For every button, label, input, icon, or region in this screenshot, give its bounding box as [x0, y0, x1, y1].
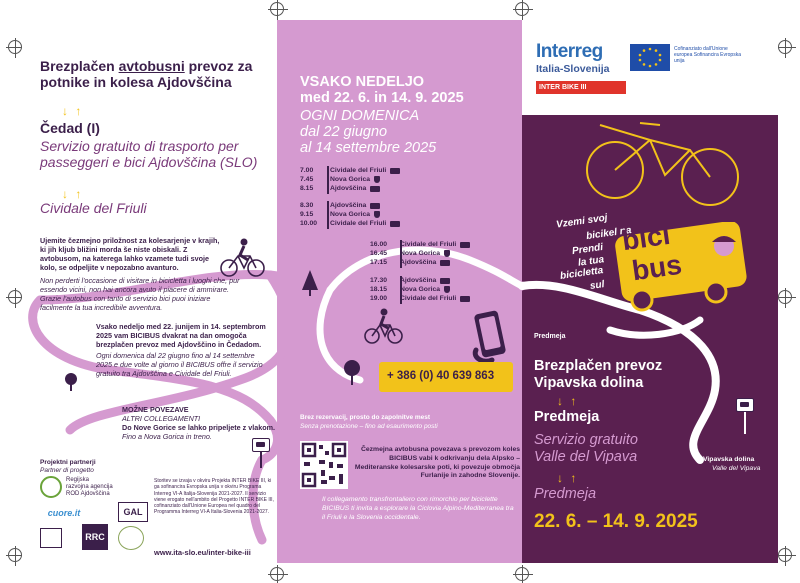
tree-icon: [342, 358, 362, 388]
rod-line: Regijska: [66, 477, 90, 483]
connections-text: Do Nove Gorice se lahko pripeljete z vlakom.: [122, 423, 275, 432]
stop-name: Cividale del Friuli: [400, 241, 457, 248]
partners-heading: Projektni partnerji: [40, 459, 96, 466]
departure-time: 8.15: [300, 185, 314, 192]
timetable-afternoon-return: [370, 276, 470, 303]
bus-stop-pole: [744, 412, 746, 434]
eu-cofunding-text: Cofinanziato dall'Unione europea Sofinancira Evropska unija: [674, 46, 741, 64]
rod-line: ROD Ajdovščina: [66, 491, 110, 497]
train-icon: [444, 286, 450, 293]
departure-time: 10.00: [300, 220, 318, 227]
timetable-morning-return: [300, 201, 400, 228]
departure-time: 8.30: [300, 202, 314, 209]
departure-time: 7.45: [300, 176, 314, 183]
title-underlined: avtobusni: [118, 58, 185, 74]
rrc-logo: RRC: [82, 524, 108, 550]
departure-time: 17.15: [370, 259, 388, 266]
stop-name: Cividale del Friuli: [330, 167, 387, 174]
inter-bike-badge: INTER BIKE III: [536, 81, 626, 94]
train-icon: [374, 211, 380, 218]
departure-time: 17.30: [370, 277, 388, 284]
bus-icon: [370, 186, 380, 192]
timetable-afternoon-out: [370, 240, 470, 267]
bus-icon: [460, 296, 470, 302]
stop-name: Cividale del Friuli: [330, 220, 387, 227]
partners-label: [40, 459, 96, 475]
stop-name: Nova Gorica: [400, 250, 441, 257]
destination-predmeja: Predmeja: [534, 409, 600, 425]
slogan-italian: bicicletta: [559, 265, 604, 282]
stop-name: Ajdovščina: [400, 259, 437, 266]
bus-stop-icon: [252, 438, 270, 452]
arrows-icon: ↓ ↑: [62, 104, 84, 118]
bicycle-illustration-icon: [560, 115, 760, 225]
municipality-crest-icon: [40, 528, 62, 548]
timetable-row: [370, 276, 470, 285]
slogan-slovenian: bicikel na: [585, 224, 633, 243]
interreg-program-name: Italia-Slovenija: [536, 63, 610, 75]
stop-name: Nova Gorica: [330, 176, 371, 183]
rod-line: razvojna agencija: [66, 484, 113, 490]
slogan-italian: la tua: [577, 254, 605, 269]
timetable-row: [300, 201, 400, 210]
stop-name: Cividale del Friuli: [400, 295, 457, 302]
bus-icon: [460, 242, 470, 248]
intro-italian: Non perderti l'occasione di visitare in bicicletta i luoghi che, pur essendo vicini, non hai ancora avuto il piacere di ammirare. Grazie l'autobus con tanto di servizio bici puoi iniziare facilmente la tua incredibile avventura.: [40, 276, 240, 312]
timetable-row: [370, 294, 470, 303]
cover-heading-italian: [534, 432, 638, 466]
bicibus-description: Čezmejna avtobusna povezava s prevozom koles BICIBUS vabi k odkrivanju dela Alpsko – Mediteranske kolesarske poti, ki povezuje območja Furlanije in zahodne Slovenije.: [354, 446, 520, 480]
train-icon: [374, 176, 380, 183]
map-label-vipava-italian: Valle del Vipava: [712, 465, 761, 472]
funding-note: Storitev se izvaja v okviru Projekta INTER BIKE III, ki ga sofinancira Evropska unija v okviru Programa Interreg VI-A Italija-Slovenija 2021-2027. Il servizio viene erogato nell'ambito del Progetto INTER BIKE III, cofinanziato dall'Unione Europea nel quadro del Programma Interreg VI-A Italia-Slovenia 2021-2027.: [154, 478, 274, 516]
cover-heading: [534, 358, 662, 392]
phone-icon: [470, 310, 510, 366]
heading-line: dal 22 giugno: [300, 124, 388, 140]
cyclist-icon: [364, 308, 404, 346]
rod-leaf-icon: [40, 476, 62, 498]
season-dates: 22. 6. – 14. 9. 2025: [534, 511, 698, 532]
title-text: prevoz za potnike in kolesa Ajdovščina: [40, 58, 253, 90]
destination-cividale: Cividale del Friuli: [40, 200, 147, 216]
cyclist-icon: [220, 238, 266, 278]
no-reservation-text-italian: Senza prenotazione – fino ad esaurimento posti: [300, 423, 438, 430]
departure-time: 16.45: [370, 250, 388, 257]
departure-time: 19.00: [370, 295, 388, 302]
connections-heading-italian: ALTRI COLLEGAMENTI: [122, 414, 201, 423]
destination-predmeja-italian: Predmeja: [534, 486, 597, 502]
interreg-logo: Interreg: [536, 41, 603, 62]
departure-time: 7.00: [300, 167, 314, 174]
slogan-italian: Prendi: [571, 241, 604, 258]
driver-icon: [706, 228, 746, 268]
no-reservation-text: Brez rezervacij, prosto do zapolnitve mest: [300, 414, 431, 421]
intro-slovenian: Ujemite čezmejno priložnost za kolesarjenje v krajih, ki jih kljub bližini morda še niste obiskali. Z avtobusom, na katerega lahko vzamete tudi svoje kolo, se odpeljite v nepozabno avanturo.: [40, 236, 220, 272]
left-title: [40, 58, 270, 90]
timetable-morning-out: [300, 166, 400, 193]
bicibus-logo-bus: bus: [630, 248, 684, 287]
slogan-slovenian: Vzemi svoj: [555, 212, 609, 231]
cuore-logo: cuore.it: [47, 508, 81, 518]
timetable-row: [300, 175, 400, 184]
connections-info: [122, 405, 282, 441]
map-label-predmeja: Predmeja: [534, 333, 566, 340]
connections-text-italian: Fino a Nova Gorica in treno.: [122, 432, 212, 441]
bicibus-description-italian: Il collegamento transfrontaliero con rimorchio per biciclette BICIBUS ti invita a esplorare la Ciclovia Alpino-Mediterranea tra il Friuli e la Slovenia occidentale.: [322, 496, 514, 521]
stop-name: Ajdovščina: [330, 202, 367, 209]
stop-name: Nova Gorica: [330, 211, 371, 218]
schedule-info-slovenian: Vsako nedeljo med 22. junijem in 14. septembrom 2025 vam BICIBUS dvakrat na dan omogoča brezplačen prevoz med Ajdovščino in Čedadom.: [96, 322, 266, 349]
gal-logo: GAL: [118, 502, 148, 522]
heading-line: Vipavska dolina: [534, 375, 644, 391]
timetable-row: [300, 210, 400, 219]
eu-flag-icon: [630, 44, 670, 71]
qr-code-icon[interactable]: [300, 441, 348, 489]
heading-line: OGNI DOMENICA: [300, 108, 420, 124]
connections-heading: MOŽNE POVEZAVE: [122, 405, 189, 414]
rod-logo: [40, 476, 155, 498]
every-sunday-heading: [300, 74, 464, 106]
tree-icon: [300, 268, 320, 298]
bus-icon: [390, 168, 400, 174]
heading-line: Valle del Vipava: [534, 449, 638, 465]
departure-time: 16.00: [370, 241, 388, 248]
rod-logo-text: [66, 477, 113, 498]
bus-icon: [370, 203, 380, 209]
heading-line: al 14 settembre 2025: [300, 140, 437, 156]
phone-number[interactable]: + 386 (0) 40 639 863: [387, 370, 495, 382]
arrows-icon: ↓ ↑: [62, 187, 84, 201]
bus-stop-pole: [260, 452, 262, 468]
timetable-row: [370, 240, 470, 249]
arrows-icon: ↓ ↑: [557, 394, 579, 408]
bus-icon: [440, 278, 450, 284]
timetable-row: [300, 166, 400, 175]
bus-stop-icon: [736, 398, 754, 412]
timetable-row: [300, 219, 400, 228]
train-icon: [444, 250, 450, 257]
schedule-info-italian: Ogni domenica dal 22 giugno fino al 14 settembre 2025 e due volte al giorno il BICIBUS offre il servizio gratuito tra Ajdovščina e Cividale del Friuli.: [96, 351, 263, 378]
slogan-italian: sul: [589, 279, 606, 292]
heading-line: Servizio gratuito: [534, 432, 638, 448]
timetable-row: [370, 249, 470, 258]
bus-icon: [390, 221, 400, 227]
partners-heading-italian: Partner di progetto: [40, 467, 94, 474]
stop-name: Nova Gorica: [400, 286, 441, 293]
timetable-row: [300, 184, 400, 193]
arrows-icon: ↓ ↑: [557, 471, 579, 485]
title-text: Brezplačen: [40, 58, 119, 74]
left-title-italian: Servizio gratuito di trasporto per passeggeri e bici Ajdovščina (SLO): [40, 138, 258, 170]
heading-line: med 22. 6. in 14. 9. 2025: [300, 90, 464, 106]
bus-icon: [440, 260, 450, 266]
stop-name: Ajdovščina: [400, 277, 437, 284]
tree-icon: [62, 372, 80, 392]
every-sunday-heading-italian: [300, 108, 436, 156]
website-link[interactable]: www.ita-slo.eu/inter-bike-iii: [154, 548, 251, 557]
stop-name: Ajdovščina: [330, 185, 367, 192]
timetable-row: [370, 258, 470, 267]
departure-time: 18.15: [370, 286, 388, 293]
heading-line: Brezplačen prevoz: [534, 358, 663, 374]
departure-time: 9.15: [300, 211, 314, 218]
heading-line: VSAKO NEDELJO: [300, 74, 425, 90]
map-label-vipava: Vipavska dolina: [703, 456, 755, 463]
timetable-row: [370, 285, 470, 294]
destination-cedad: Čedad (I): [40, 120, 100, 136]
gal-emblem-icon: [118, 526, 144, 550]
bicibus-logo-bici: bici: [620, 218, 673, 257]
